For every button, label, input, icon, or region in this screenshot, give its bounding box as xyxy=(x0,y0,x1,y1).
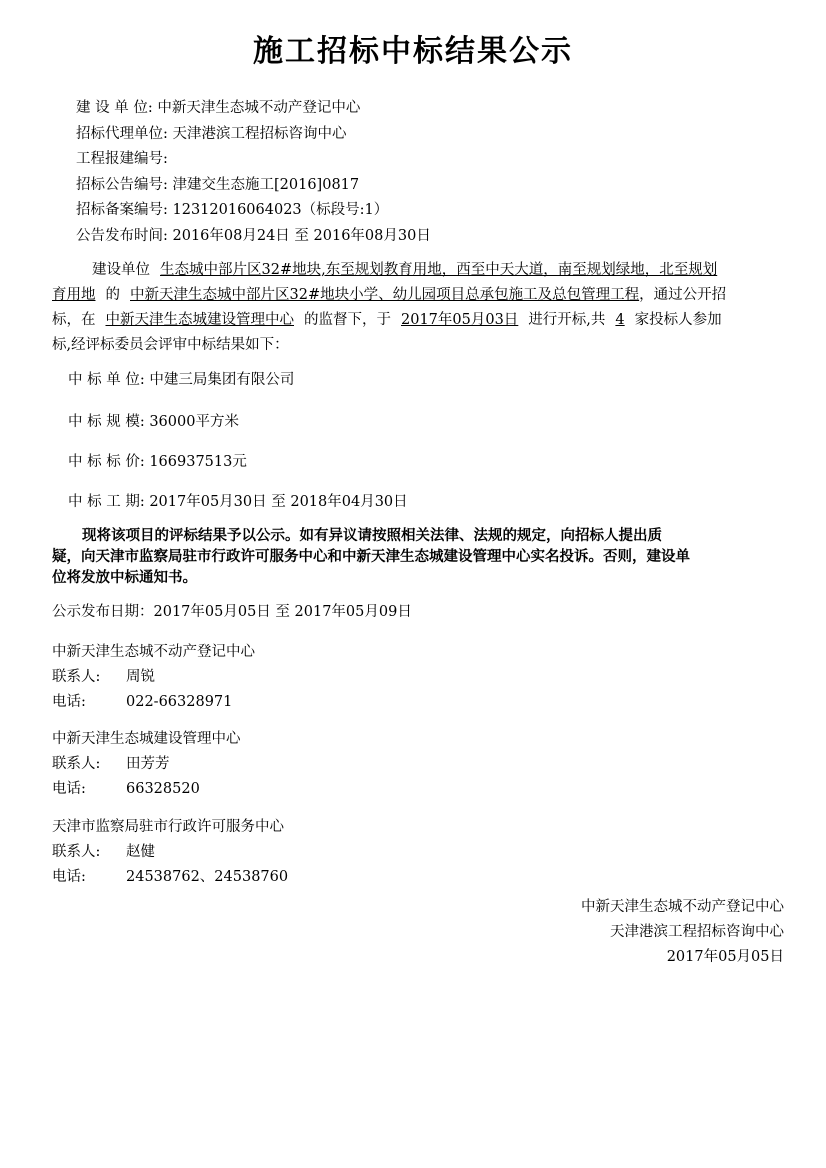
paragraph-line: 标，在 中新天津生态城建设管理中心 的监督下，于 2017年05月03日 进行开标,共 4 家投标人参加 xyxy=(52,312,722,328)
info-value: 津建交生态施工[2016]0817 xyxy=(172,176,360,193)
signature-block xyxy=(581,895,784,970)
contact-phone-label: 电话: xyxy=(52,781,86,797)
paragraph-line: 建设单位 生态城中部片区32#地块,东至规划教育用地，西至中天大道，南至规划绿地，北至规划 xyxy=(92,262,718,278)
result-duration xyxy=(68,490,408,511)
publish-period: 公示发布日期：2017年05月05日 至 2017年05月09日 xyxy=(52,604,412,620)
bidder-count: 4 xyxy=(615,312,625,328)
contact-person-label: 联系人: xyxy=(52,756,101,772)
result-label: 中 标 工 期: xyxy=(68,494,145,510)
info-value: 中新天津生态城不动产登记中心 xyxy=(157,100,361,116)
info-label: 公告发布时间: xyxy=(76,227,168,244)
result-value: 中建三局集团有限公司 xyxy=(149,372,295,388)
contact-block-supervision-bureau xyxy=(52,815,288,890)
info-label: 工程报建编号: xyxy=(76,151,168,167)
info-row-registration-number xyxy=(76,147,431,173)
contact-org: 天津市监察局驻市行政许可服务中心 xyxy=(52,819,284,835)
result-label: 中 标 标 价: xyxy=(68,454,145,470)
contact-person-label: 联系人: xyxy=(52,844,101,860)
info-row-record-number xyxy=(76,198,431,224)
contact-phone-label: 电话: xyxy=(52,869,86,885)
project-location: 生态城中部片区32#地块,东至规划教育用地，西至中天大道，南至规划绿地，北至规划 xyxy=(160,262,718,278)
project-name: 中新天津生态城中部片区32#地块小学、幼儿园项目总承包施工及总包管理工程 xyxy=(130,287,640,303)
contact-block-construction-center xyxy=(52,727,241,802)
contact-org: 中新天津生态城不动产登记中心 xyxy=(52,644,255,660)
info-label: 招标公告编号: xyxy=(76,176,168,193)
result-scale xyxy=(68,410,239,431)
result-value: 36000平方米 xyxy=(149,414,239,430)
result-value: 2017年05月30日 至 2018年04月30日 xyxy=(149,494,408,510)
info-label: 招标代理单位: xyxy=(76,125,168,142)
result-winner xyxy=(68,368,294,389)
project-info xyxy=(76,96,431,249)
open-date: 2017年05月03日 xyxy=(401,312,519,328)
contact-person-label: 联系人: xyxy=(52,669,101,685)
result-price xyxy=(68,450,247,471)
info-row-agency xyxy=(76,122,431,148)
contact-phone-label: 电话: xyxy=(52,694,86,710)
contact-block-registration-center xyxy=(52,640,255,715)
project-location-cont: 育用地 xyxy=(52,287,96,303)
contact-phone: 24538762、24538760 xyxy=(126,869,289,885)
signature-org: 天津港滨工程招标咨询中心 xyxy=(610,924,784,940)
supervisor-name: 中新天津生态城建设管理中心 xyxy=(105,312,294,328)
contact-org: 中新天津生态城建设管理中心 xyxy=(52,731,241,747)
result-label: 中 标 单 位: xyxy=(68,372,145,388)
bid-opening-paragraph xyxy=(52,258,804,358)
paragraph-line: 育用地 的 中新天津生态城中部片区32#地块小学、幼儿园项目总承包施工及总包管理工程，通过公开招 xyxy=(52,287,727,303)
signature-org: 中新天津生态城不动产登记中心 xyxy=(581,899,784,915)
page-title: 施工招标中标结果公示 xyxy=(253,34,573,69)
info-value: 12312016064023（标段号:1） xyxy=(172,202,389,218)
info-label: 招标备案编号: xyxy=(76,202,168,218)
info-row-builder xyxy=(76,96,431,122)
paragraph-line: 标,经评标委员会评审中标结果如下： xyxy=(52,337,289,353)
info-row-announcement-period xyxy=(76,224,431,250)
info-value: 天津港滨工程招标咨询中心 xyxy=(172,125,347,142)
signature-date: 2017年05月05日 xyxy=(666,949,784,965)
contact-phone: 66328520 xyxy=(126,781,200,797)
info-value: 2016年08月24日 至 2016年08月30日 xyxy=(172,227,431,244)
objection-notice: 现将该项目的评标结果予以公示。如有异议请按照相关法律、法规的规定，向招标人提出质 疑，向天津市监察局驻市行政许可服务中心和中新天津生态城建设管理中心实名投诉。否则，建设单 位将发放中标通知书。 xyxy=(52,527,690,586)
result-label: 中 标 规 模: xyxy=(68,414,145,430)
contact-person: 周锐 xyxy=(126,669,155,685)
contact-phone: 022-66328971 xyxy=(126,694,233,710)
contact-person: 田芳芳 xyxy=(126,756,170,772)
info-label: 建 设 单 位: xyxy=(76,100,153,116)
result-value: 166937513元 xyxy=(149,454,247,470)
contact-person: 赵健 xyxy=(126,844,155,860)
info-row-announcement-number xyxy=(76,173,431,199)
